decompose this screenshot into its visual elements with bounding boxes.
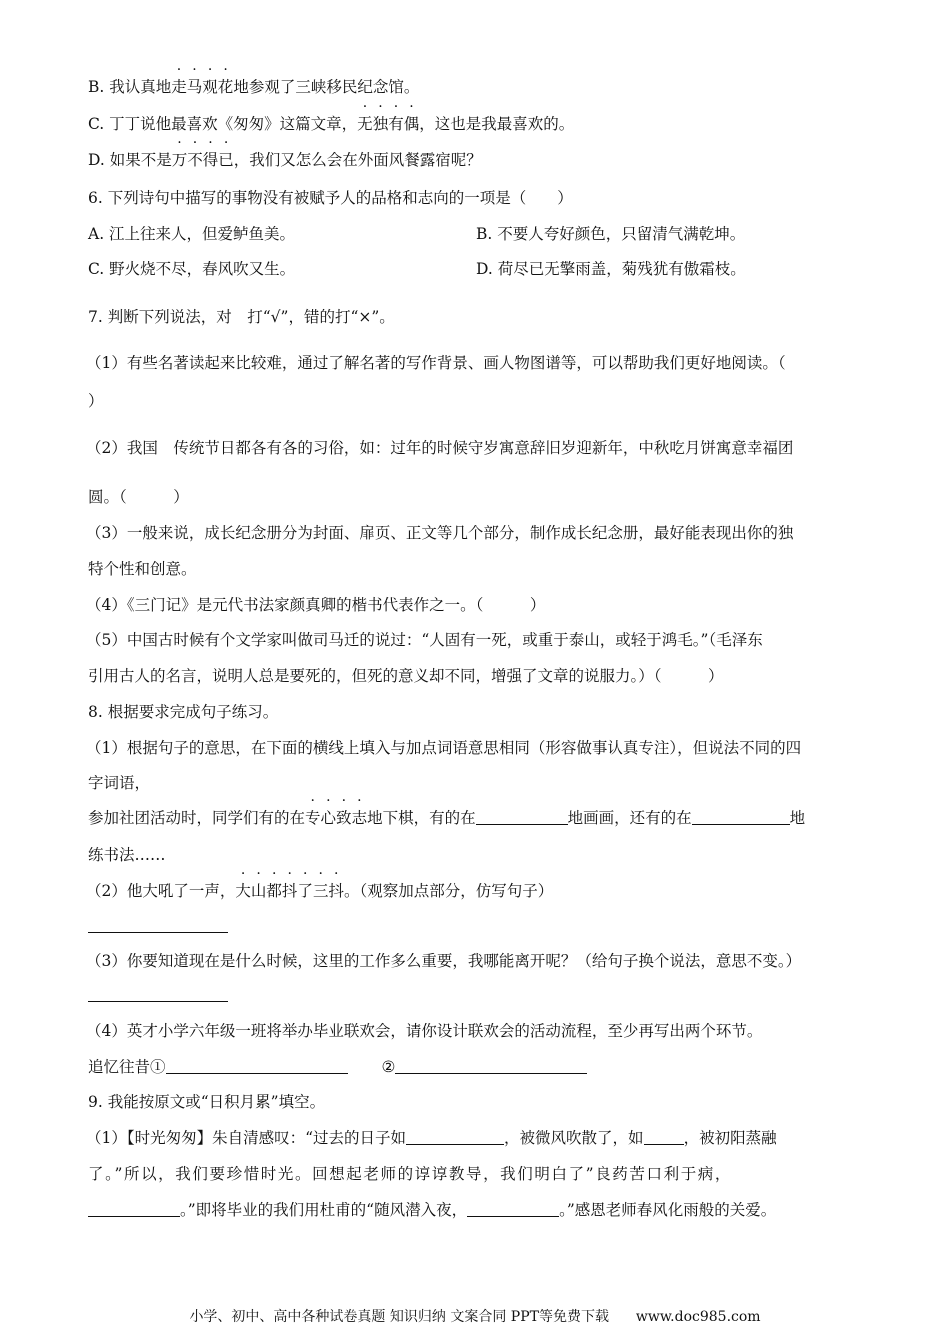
q8-item2-text-pre: （2）他大吼了一声， [86, 882, 236, 900]
emphasis-char: 独 [372, 115, 389, 133]
q9-blank-2[interactable] [644, 1128, 684, 1145]
q9-line1-text-b: ，被微风吹散了，如 [504, 1129, 644, 1147]
emphasis-char: 山 [250, 882, 267, 900]
q5-c-text-pre: C. 丁丁说他最喜欢《匆匆》这篇文章， [88, 115, 358, 133]
q6-option-d: D. 荷尽已无擎雨盖，菊残犹有傲霜枝。 [476, 260, 746, 278]
q5-option-d [88, 149, 482, 171]
q7-item2-line2: 圆。（ ） [88, 488, 189, 506]
q6-option-a: A. 江上往来人，但爱鲈鱼美。 [88, 225, 296, 243]
emphasis-char: 三 [312, 882, 329, 900]
q9-blank-3[interactable] [88, 1200, 180, 1217]
emphasis-char: 致 [336, 809, 352, 827]
emphasis-char: 走 [171, 78, 187, 96]
q5-d-text-post: ，我们又怎么会在外面风餐露宿呢？ [233, 151, 482, 169]
emphasis-char: 马 [186, 78, 203, 96]
q8-item1-text-mid2: 地画画，还有的在 [567, 809, 692, 827]
emphasis-char: 都 [266, 882, 282, 900]
q5-c-text-post: ，这也是我最喜欢的。 [419, 115, 575, 133]
q8-item2-dotted-phrase [235, 882, 344, 900]
q5-d-text-pre: D. 如果不是 [88, 151, 172, 169]
q9-line1 [86, 1127, 777, 1149]
emphasis-char: 抖 [281, 882, 298, 900]
emphasis-char: 万 [171, 151, 188, 169]
q9-line3-text-b: 。”感恩老师春风化雨般的关爱。 [559, 1201, 777, 1219]
q8-item1-text-pre: 参加社团活动时，同学们有的在 [88, 809, 306, 827]
emphasis-char: 不 [187, 151, 203, 169]
q8-item1-text-post: 地 [789, 809, 806, 827]
q5-c-dotted-phrase [357, 115, 419, 133]
q8-item1-line4: 练书法…… [88, 846, 166, 864]
q6-option-b: B. 不要人夸好颜色，只留清气满乾坤。 [476, 225, 746, 243]
q8-item4-label-2: ② [381, 1058, 396, 1076]
q8-item2-line [86, 880, 553, 902]
q7-item1-line1: （1）有些名著读起来比较难，通过了解名著的写作背景、画人物图谱等，可以帮助我们更好地阅读。（ [86, 354, 786, 372]
q8-item3-answer-line[interactable] [88, 1001, 228, 1002]
q7-item4: （4）《三门记》是元代书法家颜真卿的楷书代表作之一。（ ） [86, 596, 546, 614]
emphasis-char: 偶 [403, 115, 420, 133]
q7-item1-line2: ） [88, 392, 104, 410]
q7-stem: 7. 判断下列说法，对 打“√”，错的打“×”。 [88, 308, 395, 326]
q5-option-c [88, 113, 574, 135]
q8-item1-text-mid: 地下棋，有的在 [367, 809, 476, 827]
emphasis-char: 抖 [328, 882, 344, 900]
emphasis-char: 得 [202, 151, 219, 169]
q7-item2-line1: （2）我国 传统节日都各有各的习俗，如：过年的时候守岁寓意辞旧岁迎新年，中秋吃月饼寓意幸福团 [86, 439, 794, 457]
q9-stem: 9. 我能按原文或“日积月累”填空。 [88, 1093, 326, 1111]
q5-b-text-post: 地参观了三峡移民纪念馆。 [233, 78, 420, 96]
footer-site-link[interactable]: www.doc985.com [635, 1309, 761, 1325]
q9-line1-text-a: （1）【时光匆匆】朱自清感叹：“过去的日子如 [86, 1129, 407, 1147]
q8-item1-line3 [88, 807, 805, 829]
q9-line1-text-c: ，被初阳蒸融 [683, 1129, 777, 1147]
emphasis-char: 已 [218, 151, 234, 169]
q7-item5-line1: （5）中国古时候有个文学家叫做司马迁的说过：“人固有一死，或重于泰山，或轻于鸿毛。”（毛泽东 [86, 631, 763, 649]
q8-item1-blank-1[interactable] [476, 808, 568, 825]
emphasis-char: 志 [351, 809, 368, 827]
footer-text: 小学、初中、高中各种试卷真题 知识归纳 文案合同 PPT等免费下载 [189, 1309, 609, 1325]
q9-line3-text-a: 。”即将毕业的我们用杜甫的“随风潜入夜， [180, 1201, 468, 1219]
q7-item5-line2: 引用古人的名言，说明人总是要死的，但死的意义却不同，增强了文章的说服力。）（ ） [88, 667, 724, 685]
q8-item1-line2: 字词语， [88, 774, 151, 792]
q9-line3 [88, 1199, 776, 1221]
q8-item4-line: （4）英才小学六年级一班将举办毕业联欢会，请你设计联欢会的活动流程，至少再写出两个环节。 [86, 1022, 763, 1040]
q8-item3-line: （3）你要知道现在是什么时候，这里的工作多么重要，我哪能离开呢？（给句子换个说法，意思不变。） [86, 952, 802, 970]
emphasis-char: 观 [202, 78, 218, 96]
q8-item1-dotted-phrase [305, 809, 367, 827]
q7-item3-line1: （3）一般来说，成长纪念册分为封面、扉页、正文等几个部分，制作成长纪念册，最好能表现出你的独 [86, 524, 794, 542]
q8-item2-answer-line[interactable] [88, 932, 228, 933]
q5-b-dotted-phrase [171, 78, 233, 96]
q8-item4-label-1: 追忆往昔① [88, 1058, 166, 1076]
q9-blank-1[interactable] [406, 1128, 504, 1145]
q8-item4-blank-1[interactable] [166, 1057, 348, 1074]
q8-item1-line1: （1）根据句子的意思，在下面的横线上填入与加点词语意思相同（形容做事认真专注），但说法不同的四 [86, 739, 802, 757]
emphasis-char: 了 [297, 882, 313, 900]
q6-option-c: C. 野火烧不尽，春风吹又生。 [88, 260, 296, 278]
q8-item4-answers [88, 1056, 587, 1078]
q5-b-text-pre: B. 我认真地 [88, 78, 172, 96]
q9-blank-4[interactable] [467, 1200, 559, 1217]
emphasis-char: 大 [235, 882, 251, 900]
q5-d-dotted-phrase [172, 151, 234, 169]
emphasis-char: 心 [320, 809, 337, 827]
q5-option-b [88, 76, 419, 98]
emphasis-char: 无 [357, 115, 373, 133]
q7-item3-line2: 特个性和创意。 [88, 560, 197, 578]
q8-stem: 8. 根据要求完成句子练习。 [88, 703, 279, 721]
emphasis-char: 花 [217, 78, 234, 96]
q8-item2-text-post: 。（观察加点部分，仿写句子） [343, 882, 554, 900]
q8-item4-blank-2[interactable] [395, 1057, 587, 1074]
page-footer [0, 1306, 950, 1326]
q9-line2: 了。”所以，我们要珍惜时光。回想起老师的谆谆教导，我们明白了”良药苦口利于病， [88, 1165, 733, 1183]
q6-stem: 6. 下列诗句中描写的事物没有被赋予人的品格和志向的一项是（ ） [88, 189, 573, 207]
emphasis-char: 有 [388, 115, 404, 133]
emphasis-char: 专 [305, 809, 321, 827]
q8-item1-blank-2[interactable] [692, 808, 790, 825]
